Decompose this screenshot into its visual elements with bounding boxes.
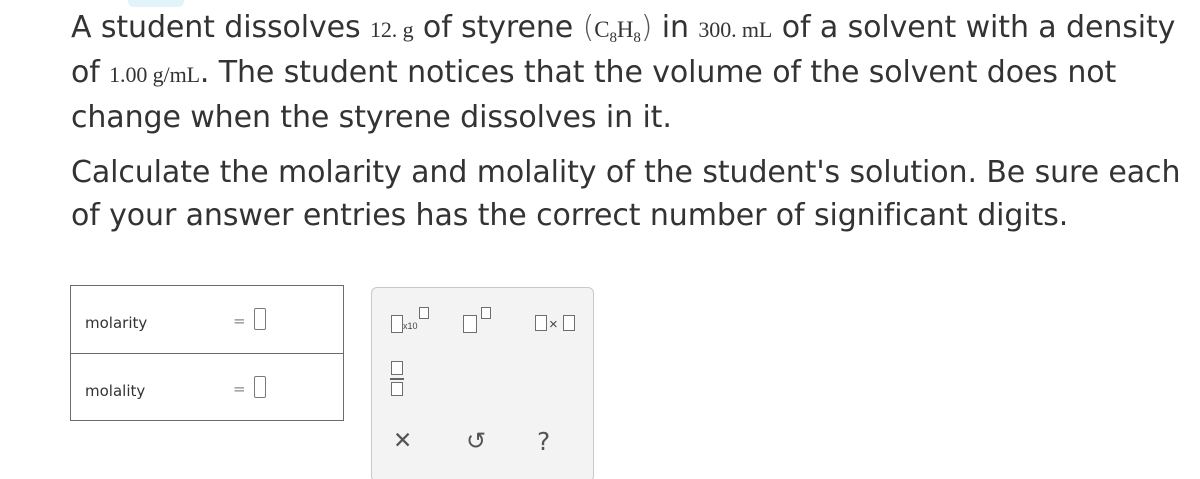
clear-icon: ✕	[393, 428, 413, 454]
formula-open-paren: (	[582, 10, 595, 45]
answer-table	[70, 285, 344, 421]
undo-icon: ↺	[466, 427, 487, 455]
molality-label: molality	[85, 382, 146, 400]
superscript-button[interactable]	[463, 307, 497, 335]
help-button[interactable]	[537, 427, 550, 456]
denominator-box	[391, 382, 403, 396]
problem-text: A student dissolves	[71, 10, 370, 45]
times-symbol: ×	[549, 316, 558, 333]
solvent-volume: 300. mL	[698, 17, 773, 42]
left-box	[535, 315, 547, 331]
molarity-input[interactable]	[254, 308, 266, 330]
problem-text: . The student notices that the volume of the solvent does not change when the styrene dissolves in it.	[71, 55, 1117, 135]
problem-statement	[71, 6, 1181, 237]
right-box	[563, 315, 575, 331]
molality-row	[71, 354, 343, 420]
molarity-row	[71, 286, 343, 354]
x10-label: x10	[403, 321, 418, 331]
numerator-box	[391, 361, 403, 375]
help-icon: ?	[537, 427, 551, 456]
fraction-bar	[390, 378, 404, 380]
molality-input[interactable]	[254, 376, 266, 398]
formula-element: H	[616, 17, 634, 42]
solute-mass: 12. g	[369, 17, 414, 42]
undo-button[interactable]	[466, 427, 486, 455]
formula-subscript: 8	[609, 30, 617, 46]
clear-button[interactable]	[393, 428, 412, 454]
exponent-box	[481, 307, 491, 319]
multiply-button[interactable]	[535, 313, 579, 333]
base-box	[463, 315, 477, 333]
problem-paragraph-1	[71, 6, 1181, 139]
base-box	[391, 315, 403, 333]
problem-text: in	[652, 10, 699, 45]
problem-text: of a solvent with a density of	[71, 10, 1176, 90]
scientific-notation-button[interactable]	[391, 307, 431, 335]
styrene-formula	[594, 17, 641, 46]
math-tools-panel	[371, 287, 594, 479]
solvent-density: 1.00 g/mL	[109, 62, 200, 87]
molarity-label: molarity	[85, 314, 148, 332]
equals-sign: =	[233, 312, 246, 330]
formula-close-paren: )	[640, 10, 653, 45]
problem-paragraph-2: Calculate the molarity and molality of the student's solution. Be sure each of your answer entries has the correct number of significant digits.	[71, 155, 1181, 233]
formula-subscript: 8	[633, 30, 641, 46]
exponent-box	[419, 307, 429, 319]
fraction-button[interactable]	[390, 361, 406, 397]
formula-element: C	[594, 17, 610, 42]
problem-text: of styrene	[413, 10, 583, 45]
equals-sign: =	[233, 380, 246, 398]
